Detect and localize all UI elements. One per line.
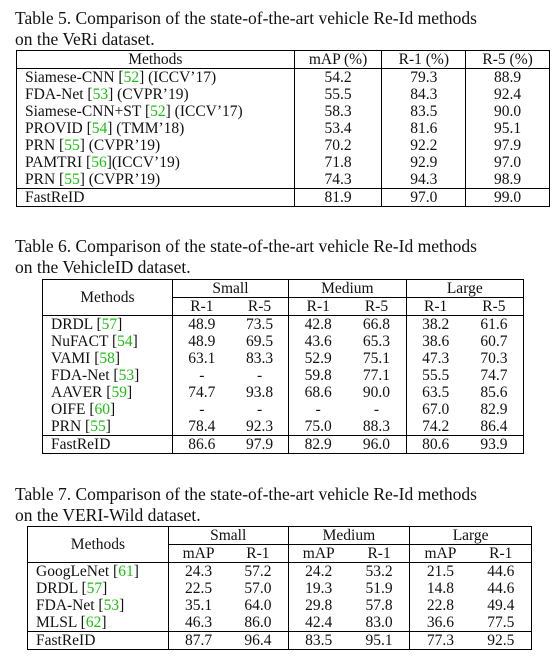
cell-value: 95.1 bbox=[365, 632, 393, 649]
cell-value: 43.6 bbox=[289, 333, 348, 350]
cell-value: 86.6 bbox=[172, 436, 231, 454]
cell-value: 83.0 bbox=[365, 614, 393, 631]
cell-map: 70.2 bbox=[294, 137, 382, 154]
cell-map: 74.3 bbox=[294, 171, 382, 189]
cell-r5: 98.9 bbox=[466, 171, 550, 189]
table-row bbox=[28, 614, 532, 632]
table-row bbox=[17, 86, 550, 103]
table-row bbox=[28, 580, 532, 597]
cell-value: 52.9 bbox=[289, 350, 348, 367]
table7 bbox=[27, 526, 532, 650]
method-name: AAVER [59] bbox=[51, 384, 133, 401]
cell-value: 22.5 bbox=[168, 580, 228, 597]
citation-link[interactable]: 62 bbox=[85, 614, 102, 631]
table6 bbox=[42, 279, 524, 454]
cell-value: 96.4 bbox=[244, 632, 272, 649]
cell-value: 22.8 bbox=[410, 597, 471, 614]
cell-r5: 88.9 bbox=[466, 69, 550, 87]
cell-value: 14.8 bbox=[410, 580, 471, 597]
cell-value: 61.6 bbox=[480, 316, 508, 333]
cell-value: 64.0 bbox=[244, 597, 272, 614]
table7-subheader: mAP bbox=[410, 545, 471, 563]
cell-value: 48.9 bbox=[172, 316, 231, 334]
cell-value: - bbox=[172, 367, 231, 384]
method-name: PRN [55] bbox=[51, 418, 111, 435]
cell-r5: 95.1 bbox=[466, 120, 550, 137]
cell-value: 68.6 bbox=[289, 384, 348, 401]
table6-caption-line2: on the VehicleID dataset. bbox=[15, 257, 191, 277]
table7-subheader: mAP bbox=[168, 545, 228, 563]
table-row bbox=[43, 384, 524, 401]
cell-map: 71.8 bbox=[294, 154, 382, 171]
cell-map: 58.3 bbox=[294, 103, 382, 120]
cell-value: 63.1 bbox=[172, 350, 231, 367]
cell-value: 57.0 bbox=[244, 580, 272, 597]
cell-value: 74.7 bbox=[480, 367, 508, 384]
table-row bbox=[43, 401, 524, 418]
table6-group-large: Large bbox=[406, 280, 523, 298]
cell-value: 44.6 bbox=[487, 580, 515, 597]
cell-value: 86.4 bbox=[480, 418, 508, 435]
cell-r1: 83.5 bbox=[382, 103, 466, 120]
citation-link[interactable]: 57 bbox=[101, 316, 118, 333]
table-row bbox=[17, 103, 550, 120]
cell-value: 85.6 bbox=[480, 384, 508, 401]
cell-value: - bbox=[256, 367, 263, 384]
cell-value: 46.3 bbox=[168, 614, 228, 632]
method-name: FastReID bbox=[51, 436, 111, 453]
table5-caption-line1: Table 5. Comparison of the state-of-the-art vehicle Re-Id methods bbox=[15, 8, 477, 28]
table5-header-r5: R-5 (%) bbox=[466, 51, 550, 69]
table7-header-methods: Methods bbox=[28, 527, 169, 563]
cell-value: 65.3 bbox=[362, 333, 390, 350]
table7-group-small: Small bbox=[168, 527, 288, 545]
cell-value: 69.5 bbox=[245, 333, 274, 350]
cell-r1: 94.3 bbox=[382, 171, 466, 189]
table6-group-small: Small bbox=[172, 280, 288, 298]
citation-link[interactable]: 52 bbox=[150, 103, 166, 120]
method-name: FDA-Net [53] (CVPR’19) bbox=[25, 86, 189, 103]
table6-caption-line1: Table 6. Comparison of the state-of-the-art vehicle Re-Id methods bbox=[15, 236, 477, 256]
cell-value: 93.8 bbox=[245, 384, 274, 401]
cell-value: 47.3 bbox=[406, 350, 465, 367]
method-name: FastReID bbox=[36, 632, 96, 649]
table-row bbox=[17, 154, 550, 171]
cell-value: 59.8 bbox=[289, 367, 348, 384]
cell-value: 86.0 bbox=[244, 614, 272, 631]
table5-header-methods: Methods bbox=[128, 51, 183, 68]
method-name: FastReID bbox=[25, 189, 85, 206]
citation-link[interactable]: 53 bbox=[92, 86, 109, 103]
cell-r5: 97.0 bbox=[466, 154, 550, 171]
cell-map: 81.9 bbox=[294, 189, 382, 207]
method-name: PRN [55] (CVPR’19) bbox=[25, 137, 161, 154]
table-row bbox=[17, 137, 550, 154]
table6-best-row bbox=[43, 436, 524, 454]
table7-subheader: R-1 bbox=[228, 545, 288, 563]
citation-link[interactable]: 55 bbox=[90, 418, 106, 435]
cell-value: 96.0 bbox=[362, 436, 390, 453]
cell-value: 51.9 bbox=[365, 580, 393, 597]
method-name: PAMTRI [56](ICCV’19) bbox=[25, 154, 180, 171]
table-row bbox=[17, 120, 550, 137]
table5-header-r1: R-1 (%) bbox=[382, 51, 466, 69]
cell-value: 70.3 bbox=[480, 350, 508, 367]
cell-r5: 97.9 bbox=[466, 137, 550, 154]
table6-subheader: R-1 bbox=[172, 298, 231, 316]
table-row bbox=[43, 333, 524, 350]
table5-best-row bbox=[17, 189, 550, 207]
cell-value: 63.5 bbox=[406, 384, 465, 401]
citation-link[interactable]: 59 bbox=[111, 384, 127, 401]
table6-group-header-row bbox=[43, 280, 524, 298]
table6-subheader: R-5 bbox=[465, 298, 524, 316]
method-name: Siamese-CNN [52] (ICCV’17) bbox=[25, 69, 217, 86]
cell-value: 44.6 bbox=[487, 563, 515, 580]
cell-value: 92.5 bbox=[487, 632, 515, 649]
table-row bbox=[17, 171, 550, 189]
citation-link[interactable]: 60 bbox=[94, 401, 110, 418]
table6-subheader: R-1 bbox=[289, 298, 348, 316]
table5 bbox=[16, 50, 550, 207]
method-name: GoogLeNet [61] bbox=[36, 563, 139, 580]
cell-value: 36.6 bbox=[410, 614, 471, 632]
table6-header-methods: Methods bbox=[43, 280, 173, 316]
cell-value: 77.1 bbox=[362, 367, 390, 384]
table6-caption bbox=[15, 236, 555, 278]
cell-value: 78.4 bbox=[172, 418, 231, 436]
cell-value: 55.5 bbox=[406, 367, 465, 384]
cell-r5: 99.0 bbox=[466, 189, 550, 207]
cell-value: - bbox=[172, 401, 231, 418]
table7-caption bbox=[15, 484, 555, 526]
cell-value: 83.5 bbox=[288, 632, 349, 650]
cell-value: 21.5 bbox=[410, 563, 471, 581]
cell-r5: 90.0 bbox=[466, 103, 550, 120]
citation-link[interactable]: 52 bbox=[123, 69, 140, 86]
cell-value: 74.2 bbox=[406, 418, 465, 436]
table5-header-row bbox=[17, 51, 550, 69]
table-row bbox=[43, 316, 524, 334]
table-row bbox=[43, 418, 524, 436]
cell-value: 74.7 bbox=[172, 384, 231, 401]
table-row bbox=[17, 69, 550, 87]
method-name: PROVID [54] (TMM’18) bbox=[25, 120, 185, 137]
method-name: DRDL [57] bbox=[51, 316, 123, 333]
cell-value: 48.9 bbox=[172, 333, 231, 350]
table-row bbox=[28, 563, 532, 581]
cell-value: 29.8 bbox=[288, 597, 349, 614]
method-name: OIFE [60] bbox=[51, 401, 116, 418]
cell-value: 49.4 bbox=[487, 597, 515, 614]
table7-subheader: R-1 bbox=[349, 545, 410, 563]
method-name: Siamese-CNN+ST [52] (ICCV’17) bbox=[25, 103, 243, 120]
cell-value: 42.4 bbox=[288, 614, 349, 632]
citation-link[interactable]: 55 bbox=[64, 137, 80, 154]
cell-value: 88.3 bbox=[362, 418, 390, 435]
citation-link[interactable]: 54 bbox=[91, 120, 108, 137]
cell-value: 60.7 bbox=[480, 333, 508, 350]
citation-link[interactable]: 56 bbox=[91, 154, 107, 171]
table7-group-large: Large bbox=[410, 527, 532, 545]
method-name: NuFACT [54] bbox=[51, 333, 138, 350]
cell-value: 24.3 bbox=[168, 563, 228, 581]
cell-value: 67.0 bbox=[406, 401, 465, 418]
citation-link[interactable]: 55 bbox=[64, 171, 80, 188]
cell-value: 77.3 bbox=[410, 632, 471, 650]
cell-r1: 92.9 bbox=[382, 154, 466, 171]
cell-value: 87.7 bbox=[168, 632, 228, 650]
table-row bbox=[43, 350, 524, 367]
cell-value: 80.6 bbox=[406, 436, 465, 454]
cell-value: 66.8 bbox=[362, 316, 390, 333]
cell-value: 53.2 bbox=[365, 563, 393, 580]
cell-r1: 92.2 bbox=[382, 137, 466, 154]
cell-value: 93.9 bbox=[480, 436, 508, 453]
method-name: DRDL [57] bbox=[36, 580, 108, 597]
table5-body bbox=[17, 69, 550, 189]
table7-subheader: R-1 bbox=[471, 545, 532, 563]
table5-header-map: mAP (%) bbox=[294, 51, 382, 69]
cell-value: 82.9 bbox=[289, 436, 348, 454]
cell-value: 73.5 bbox=[245, 316, 274, 333]
cell-value: 75.0 bbox=[289, 418, 348, 436]
cell-map: 53.4 bbox=[294, 120, 382, 137]
table6-subheader: R-5 bbox=[347, 298, 406, 316]
cell-value: 75.1 bbox=[362, 350, 390, 367]
cell-value: 57.2 bbox=[244, 563, 272, 580]
cell-r1: 97.0 bbox=[382, 189, 466, 207]
citation-link[interactable]: 58 bbox=[99, 350, 115, 367]
table7-group-header-row bbox=[28, 527, 532, 545]
cell-r1: 79.3 bbox=[382, 69, 466, 87]
cell-r5: 92.4 bbox=[466, 86, 550, 103]
table6-subheader: R-1 bbox=[406, 298, 465, 316]
cell-map: 54.2 bbox=[294, 69, 382, 87]
table5-caption-line2: on the VeRi dataset. bbox=[15, 29, 155, 49]
table7-caption-line1: Table 7. Comparison of the state-of-the-art vehicle Re-Id methods bbox=[15, 484, 477, 504]
method-name: VAMI [58] bbox=[51, 350, 121, 367]
cell-value: 35.1 bbox=[168, 597, 228, 614]
cell-value: - bbox=[256, 401, 263, 418]
citation-link[interactable]: 53 bbox=[103, 597, 120, 614]
cell-value: 97.9 bbox=[245, 436, 274, 453]
method-name: FDA-Net [53] bbox=[36, 597, 125, 614]
cell-value: 92.3 bbox=[245, 418, 274, 435]
cell-value: 77.5 bbox=[487, 614, 515, 631]
cell-r1: 81.6 bbox=[382, 120, 466, 137]
cell-value: 83.3 bbox=[245, 350, 274, 367]
cell-value: 38.6 bbox=[406, 333, 465, 350]
cell-value: 42.8 bbox=[289, 316, 348, 334]
table7-group-medium: Medium bbox=[288, 527, 410, 545]
cell-map: 55.5 bbox=[294, 86, 382, 103]
method-name: FDA-Net [53] bbox=[51, 367, 140, 384]
method-name: PRN [55] (CVPR’19) bbox=[25, 171, 161, 188]
table-row bbox=[28, 597, 532, 614]
citation-link[interactable]: 54 bbox=[117, 333, 133, 350]
cell-value: - bbox=[289, 401, 348, 418]
table-row bbox=[43, 367, 524, 384]
cell-r1: 84.3 bbox=[382, 86, 466, 103]
cell-value: 38.2 bbox=[406, 316, 465, 334]
table7-best-row bbox=[28, 632, 532, 650]
table6-body bbox=[43, 316, 524, 436]
cell-value: - bbox=[373, 401, 380, 418]
cell-value: 90.0 bbox=[362, 384, 390, 401]
cell-value: 82.9 bbox=[480, 401, 508, 418]
cell-value: 24.2 bbox=[288, 563, 349, 581]
method-name: MLSL [62] bbox=[36, 614, 107, 631]
table7-subheader: mAP bbox=[288, 545, 349, 563]
table5-caption bbox=[15, 8, 555, 50]
table7-body bbox=[28, 563, 532, 632]
table7-caption-line2: on the VERI-Wild dataset. bbox=[15, 505, 201, 525]
citation-link[interactable]: 61 bbox=[118, 563, 134, 580]
citation-link[interactable]: 57 bbox=[86, 580, 103, 597]
cell-value: 19.3 bbox=[288, 580, 349, 597]
table6-group-medium: Medium bbox=[289, 280, 406, 298]
citation-link[interactable]: 53 bbox=[118, 367, 135, 384]
table6-subheader: R-5 bbox=[231, 298, 289, 316]
cell-value: 57.8 bbox=[365, 597, 393, 614]
